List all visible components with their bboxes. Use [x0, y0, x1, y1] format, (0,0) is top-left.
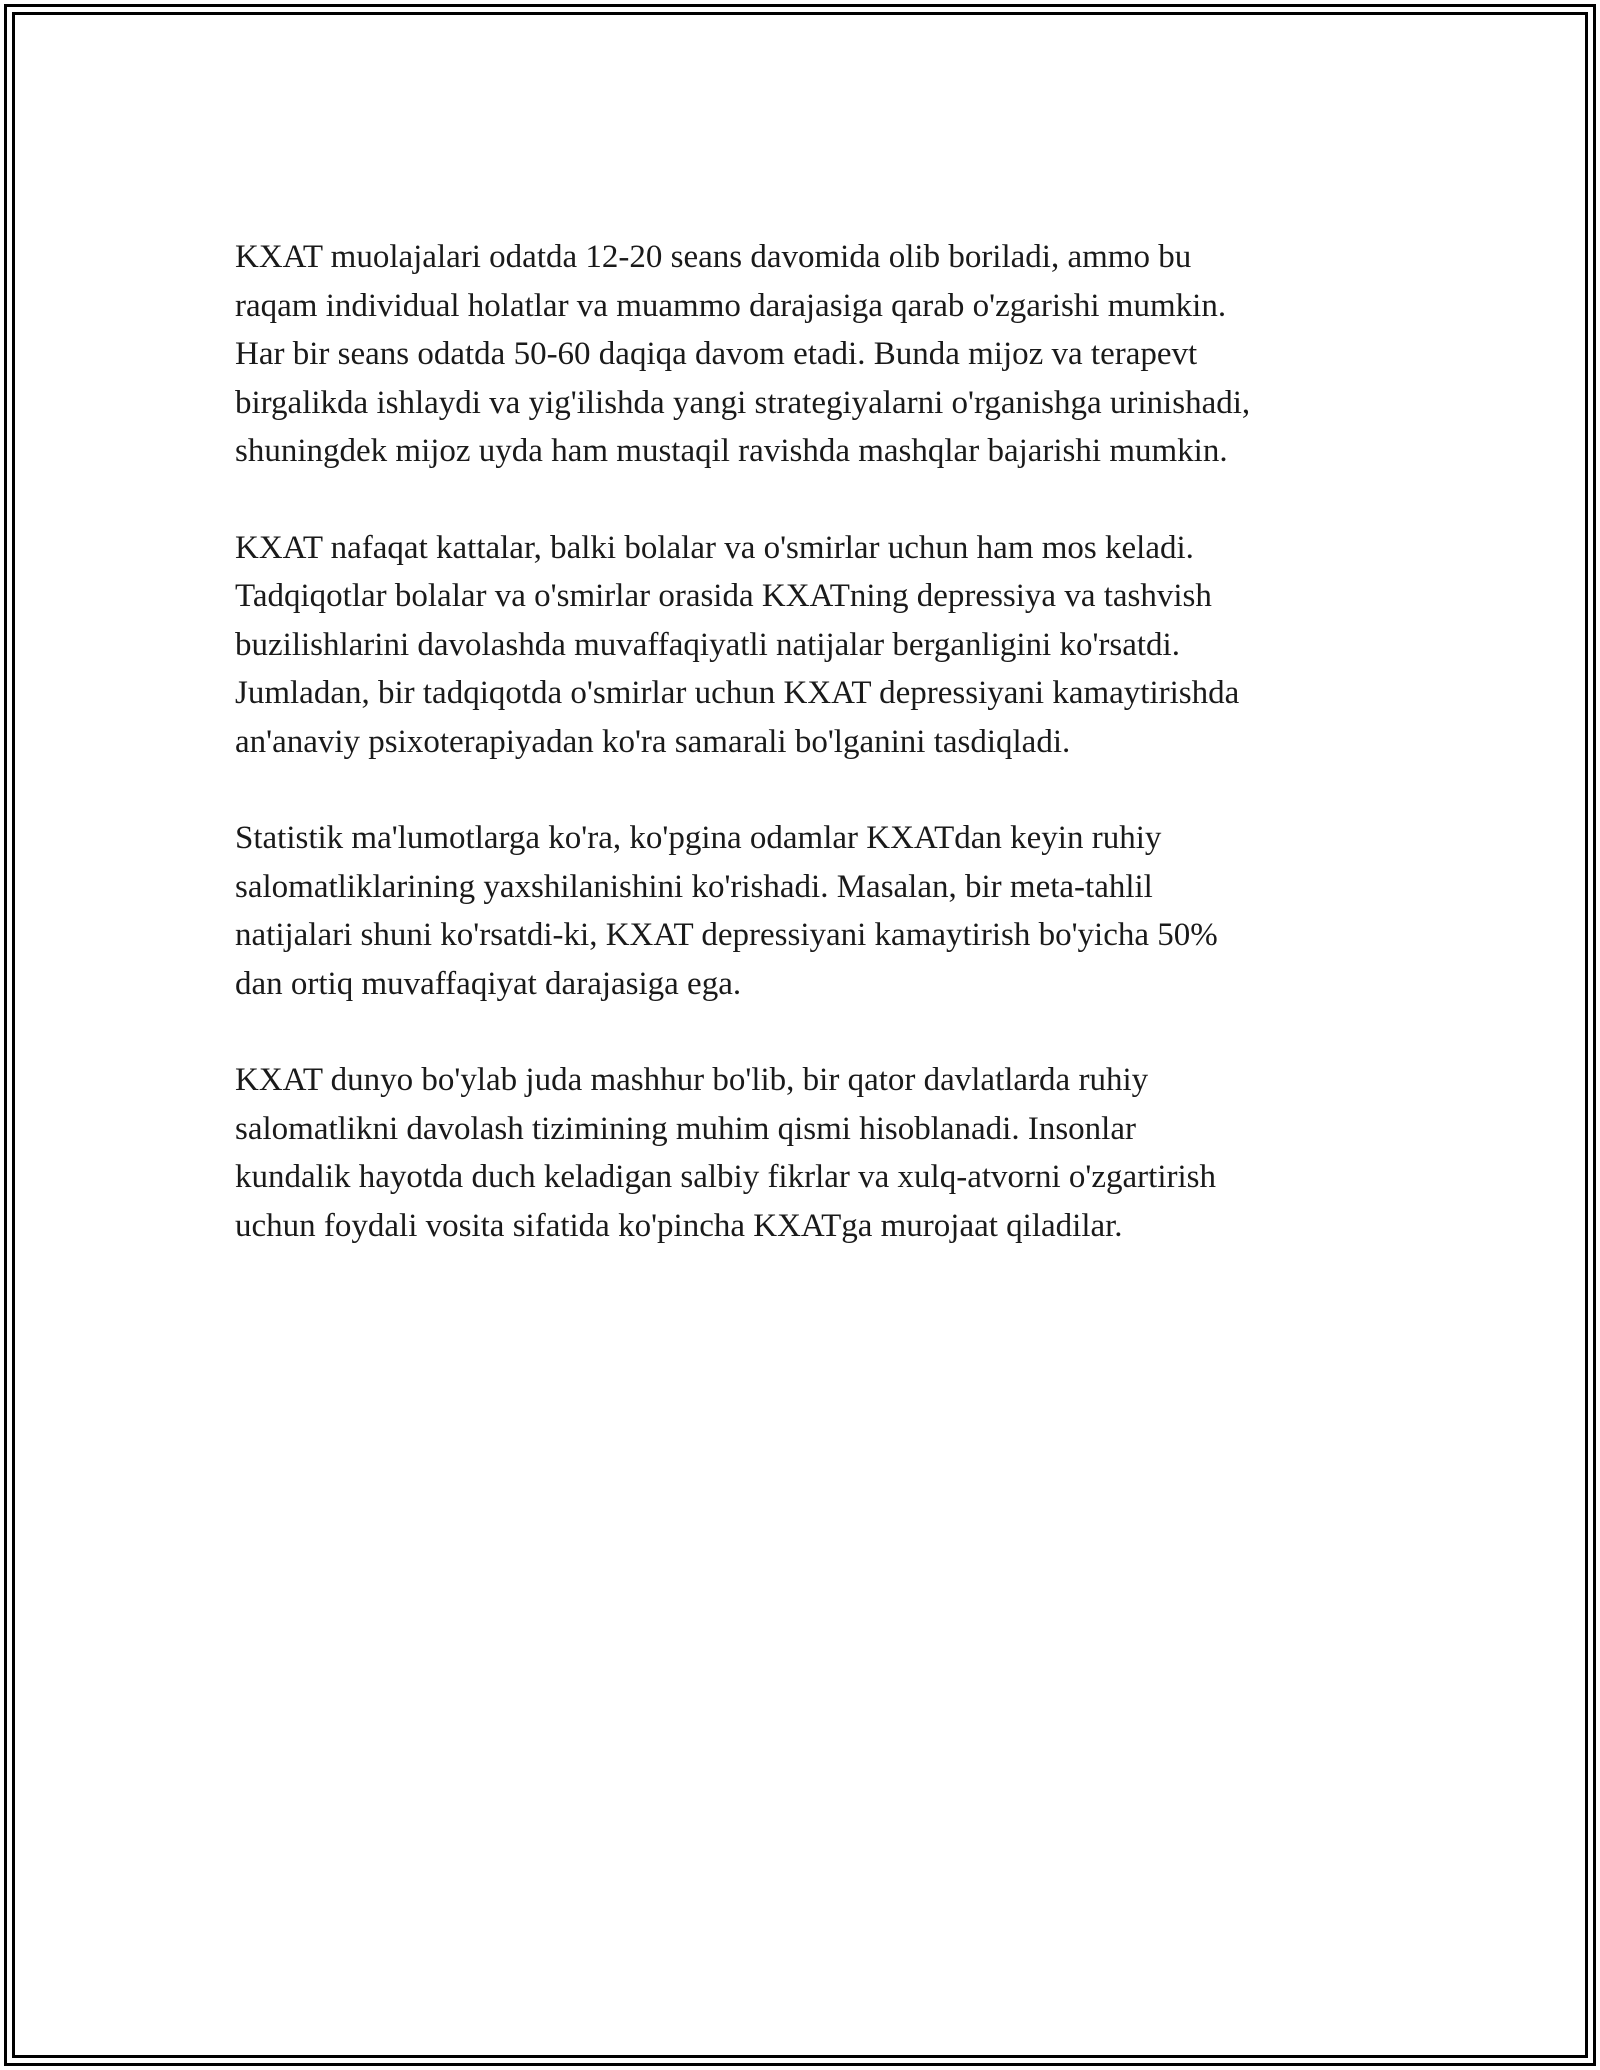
text-line: shuningdek mijoz uyda ham mustaqil ravishda mashqlar bajarishi mumkin. — [235, 433, 1228, 469]
text-line: dan ortiq muvaffaqiyat darajasiga ega. — [235, 965, 742, 1002]
text-line: salomatliklarining yaxshilanishini ko'rishadi. Masalan, bir meta-tahlil — [235, 868, 1153, 905]
text-line: kundalik hayotda duch keladigan salbiy fikrlar va xulq-atvorni o'zgartirish — [235, 1159, 1216, 1195]
text-line: Har bir seans odatda 50-60 daqiqa davom etadi. Bunda mijoz va terapevt — [235, 336, 1198, 372]
text-line: salomatlikni davolash tizimining muhim qismi hisoblanadi. Insonlar — [235, 1110, 1136, 1147]
text-line: natijalari shuni ko'rsatdi-ki, KXAT depressiyani kamaytirish bo'yicha 50% — [235, 917, 1218, 953]
paragraph-youth — [235, 524, 1385, 767]
text-line: birgalikda ishlaydi va yig'ilishda yangi strategiyalarni o'rganishga urinishadi, — [235, 384, 1251, 421]
text-line: KXAT nafaqat kattalar, balki bolalar va o'smirlar uchun ham mos keladi. — [235, 529, 1194, 566]
text-line: raqam individual holatlar va muammo darajasiga qarab o'zgarishi mumkin. — [235, 287, 1227, 324]
text-line: Jumladan, bir tadqiqotda o'smirlar uchun KXAT depressiyani kamaytirishda — [235, 675, 1240, 711]
text-line: uchun foydali vosita sifatida ko'pincha KXATga murojaat qiladilar. — [235, 1207, 1123, 1244]
paragraph-popularity — [235, 1056, 1385, 1250]
text-line: Statistik ma'lumotlarga ko'ra, ko'pgina odamlar KXATdan keyin ruhiy — [235, 820, 1162, 856]
text-line: buzilishlarini davolashda muvaffaqiyatli natijalar berganligini ko'rsatdi. — [235, 626, 1180, 663]
text-line: an'anaviy psixoterapiyadan ko'ra samarali bo'lganini tasdiqladi. — [235, 723, 1071, 760]
text-line: Tadqiqotlar bolalar va o'smirlar orasida KXATning depressiya va tashvish — [235, 578, 1212, 614]
text-line: KXAT dunyo bo'ylab juda mashhur bo'lib, bir qator davlatlarda ruhiy — [235, 1062, 1149, 1098]
text-line: KXAT muolajalari odatda 12-20 seans davomida olib boriladi, ammo bu — [235, 239, 1192, 275]
document-body — [235, 233, 1385, 1298]
paragraph-sessions — [235, 233, 1385, 476]
paragraph-statistics — [235, 814, 1385, 1008]
